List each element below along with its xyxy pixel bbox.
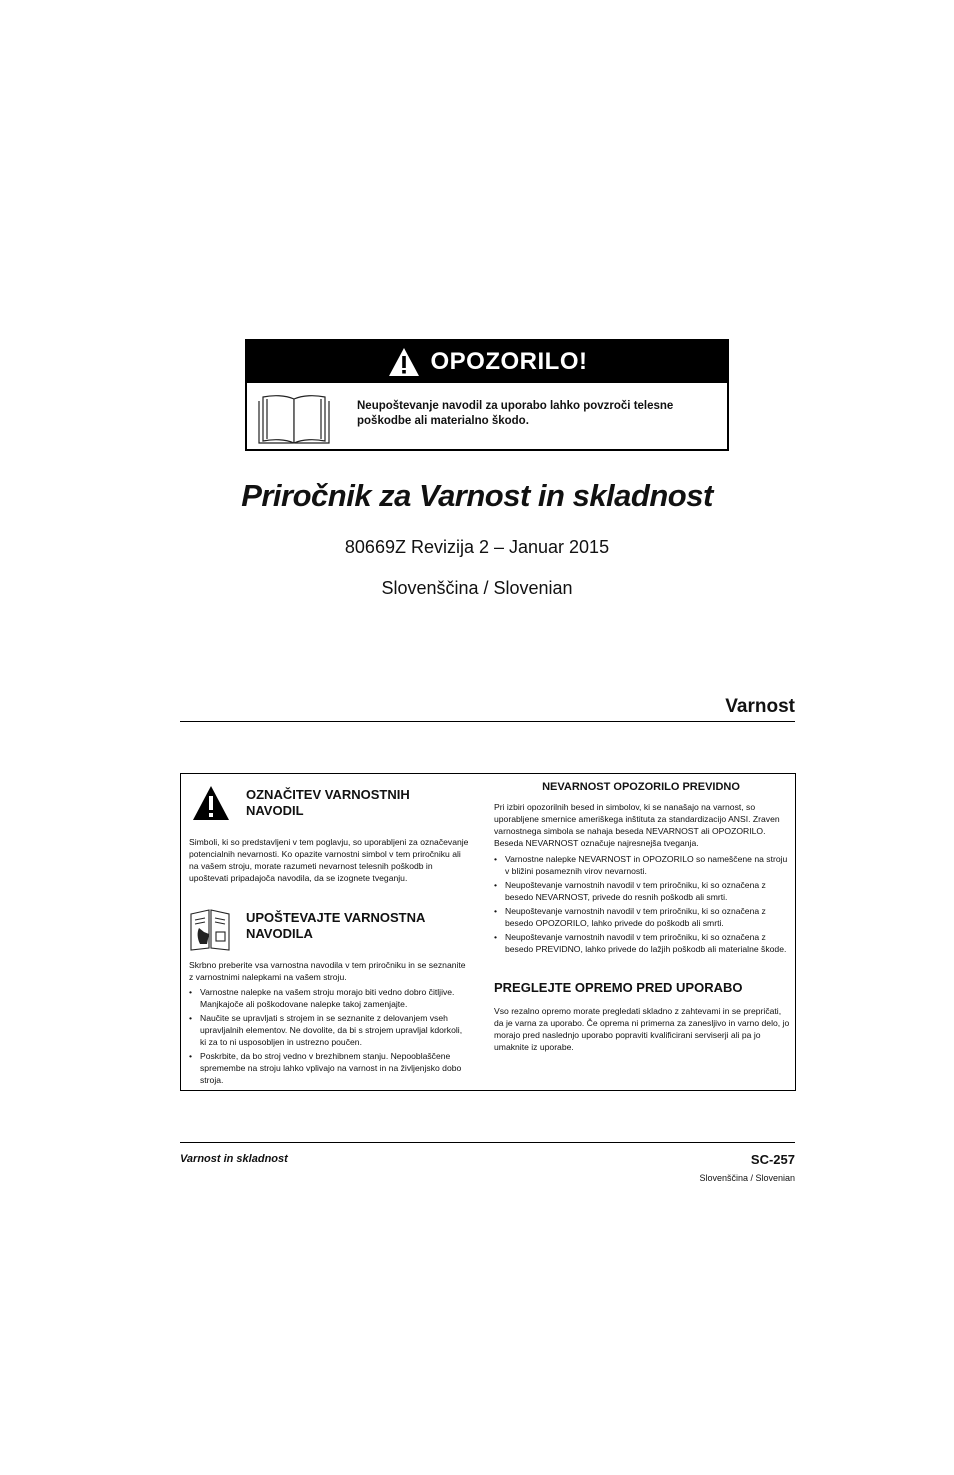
- list-signal-words: [494, 853, 788, 957]
- list-item: • Naučite se upravljati s strojem in se seznanite z delovanjem vseh upravljalnih elementov. Ne dovolite, da bi s strojem upravljal kdorkoli, ki za to ni usposobljen in ustrezno poučen.: [189, 1012, 469, 1048]
- list-follow-instructions: [189, 986, 469, 1088]
- document-revision: 80669Z Revizija 2 – Januar 2015: [344, 537, 610, 557]
- heading-signal-words: NEVARNOST OPOZORILO PREVIDNO: [542, 781, 740, 793]
- section-divider: [180, 721, 795, 722]
- warning-title: OPOZORILO!: [430, 348, 588, 375]
- paragraph-safety-symbols: Simboli, ki so predstavljeni v tem poglavju, so uporabljeni za označevanje potencialnih nevarnosti. Ko opazite varnostni simbol v tem priročniku ali na vašem stroju, morate razumeti nevarnost telesnih poškodb in upoštevati pripadajoča navodila, da se izognete tveganju.: [189, 837, 469, 883]
- footer-title: Varnost in skladnost: [180, 1153, 288, 1165]
- manual-book-icon: [257, 391, 331, 445]
- heading-safety-symbols: OZNAČITEV VARNOSTNIH NAVODIL: [246, 787, 410, 818]
- paragraph-inspect-equipment: Vso rezalno opremo morate pregledati skladno z zahtevami in se prepričati, da je varna za uporabo. Če oprema ni primerna za zanesljivo in varno delo, jo morajo pred naslednjo uporabo popraviti kvalificirani serviserji ali pa jo umaknite iz uporabe.: [494, 1006, 790, 1052]
- warning-text: Neupoštevanje navodil za uporabo lahko povzroči telesne poškodbe ali materialno škodo.: [357, 400, 674, 427]
- warning-header: [247, 341, 727, 383]
- document-title: Priročnik za Varnost in skladnost: [241, 478, 713, 513]
- page-number: SC-257: [750, 1152, 795, 1167]
- read-manual-icon: [187, 906, 233, 952]
- hazard-triangle-icon: [191, 784, 231, 822]
- warning-box: [245, 339, 729, 451]
- list-item: • Varnostne nalepke NEVARNOST in OPOZORILO so nameščene na stroju v bližini posameznih virov nevarnosti.: [494, 853, 788, 877]
- list-item: • Neupoštevanje varnostnih navodil v tem priročniku, ki so označena z besedo PREVIDNO, lahko privede do lažjih poškodb ali materialne škode.: [494, 931, 788, 955]
- list-item: • Neupoštevanje varnostnih navodil v tem priročniku, ki so označena z besedo NEVARNOST, privede do resnih poškodb ali smrti.: [494, 879, 788, 903]
- paragraph-signal-words: Pri izbiri opozorilnih besed in simbolov, ki se nanašajo na varnost, so uporabljene smernice ameriškega inštituta za standardizacijo ANSI. Zraven varnostnega simbola se nahaja beseda NEVARNOST ali OPOZORILO. Beseda NEVARNOST označuje najresnejša tveganja.: [494, 802, 780, 848]
- list-item: • Poskrbite, da bo stroj vedno v brezhibnem stanju. Nepooblaščene spremembe na stroju lahko vplivajo na varnost in na življenjsko dobo stroja.: [189, 1050, 469, 1086]
- list-item: • Varnostne nalepke na vašem stroju morajo biti vedno dobro čitljive. Manjkajoče ali poškodovane nalepke takoj zamenjajte.: [189, 986, 469, 1010]
- warning-triangle-icon: [387, 346, 421, 378]
- footer-language: Slovenščina / Slovenian: [699, 1173, 795, 1183]
- footer-divider: [180, 1142, 795, 1143]
- heading-inspect-equipment: PREGLEJTE OPREMO PRED UPORABO: [494, 980, 743, 995]
- list-item: • Neupoštevanje varnostnih navodil v tem priročniku, ki so označena z besedo OPOZORILO, lahko privede do poškodb ali smrti.: [494, 905, 788, 929]
- paragraph-follow-instructions: Skrbno preberite vsa varnostna navodila v tem priročniku in se seznanite z varnostnimi nalepkami na vašem stroju.: [189, 960, 466, 982]
- safety-content-box: [180, 773, 796, 1091]
- section-title: Varnost: [725, 696, 795, 717]
- heading-follow-instructions: UPOŠTEVAJTE VARNOSTNA NAVODILA: [246, 910, 425, 941]
- document-language: Slovenščina / Slovenian: [381, 578, 573, 598]
